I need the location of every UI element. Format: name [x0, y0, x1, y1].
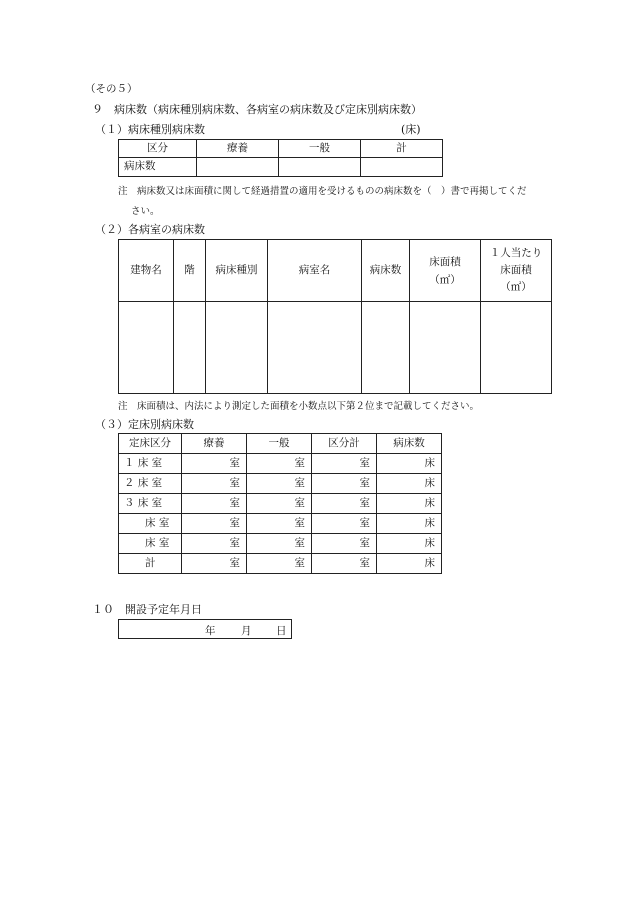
unit-room[interactable]: 室 [312, 514, 377, 534]
room-bed-table [118, 239, 552, 394]
header-per-person-line3: （㎡） [500, 281, 532, 293]
row-label: ３ 床 室 [119, 494, 182, 514]
unit-bed[interactable]: 床 [377, 514, 442, 534]
header-beds: 病床数 [377, 434, 442, 454]
header-floor: 階 [174, 240, 206, 302]
section-10-title: １０ 開設予定年月日 [92, 603, 202, 616]
table-row [119, 514, 442, 534]
unit-room[interactable]: 室 [312, 474, 377, 494]
bed-type-table [118, 139, 443, 177]
unit-room[interactable]: 室 [312, 534, 377, 554]
day-label: 日 [276, 625, 287, 637]
unit-bed[interactable]: 床 [377, 554, 442, 574]
cell-ryoyo-beds[interactable] [197, 158, 279, 177]
header-per-person-area [481, 240, 552, 302]
unit-room[interactable]: 室 [182, 474, 247, 494]
header-area [410, 240, 481, 302]
header-area-label: 床面積 [429, 255, 461, 268]
note-1-line1: 注 病床数又は床面積に関して経過措置の適用を受けるものの病床数を（ ）書で再掲してくだ [118, 186, 527, 197]
table-row [119, 474, 442, 494]
table-row [119, 554, 442, 574]
section-9-title: ９ 病床数（病床種別病床数、各病室の病床数及び定床別病床数） [92, 103, 422, 116]
header-teisho: 定床区分 [119, 434, 182, 454]
unit-room[interactable]: 室 [247, 454, 312, 474]
header-room-name: 病室名 [268, 240, 362, 302]
cell-area[interactable] [410, 302, 481, 394]
header-kubun: 区分 [119, 140, 197, 158]
unit-room[interactable]: 室 [182, 454, 247, 474]
header-kei: 計 [361, 140, 443, 158]
table-row [119, 534, 442, 554]
header-ippan: 一般 [247, 434, 312, 454]
unit-room[interactable]: 室 [182, 534, 247, 554]
unit-bed[interactable]: 床 [377, 534, 442, 554]
note-1-line2: さい。 [131, 206, 160, 217]
opening-date-field[interactable] [118, 619, 292, 639]
header-ryoyo: 療養 [197, 140, 279, 158]
month-label: 月 [241, 625, 252, 637]
cell-room-name[interactable] [268, 302, 362, 394]
row-label: １ 床 室 [119, 454, 182, 474]
cell-bed-type[interactable] [206, 302, 268, 394]
unit-room[interactable]: 室 [312, 494, 377, 514]
unit-room[interactable]: 室 [247, 494, 312, 514]
unit-room[interactable]: 室 [182, 554, 247, 574]
header-ryoyo: 療養 [182, 434, 247, 454]
header-per-person-line2: 床面積 [500, 264, 532, 276]
header-bed-type: 病床種別 [206, 240, 268, 302]
table-row [119, 454, 442, 474]
cell-floor[interactable] [174, 302, 206, 394]
cell-building[interactable] [119, 302, 174, 394]
cell-kei-beds[interactable] [361, 158, 443, 177]
unit-room[interactable]: 室 [247, 474, 312, 494]
unit-room[interactable]: 室 [312, 454, 377, 474]
unit-bed[interactable]: 床 [377, 454, 442, 474]
header-beds: 病床数 [362, 240, 410, 302]
unit-room[interactable]: 室 [247, 534, 312, 554]
unit-room[interactable]: 室 [247, 554, 312, 574]
row-label[interactable]: 床 室 [119, 514, 182, 534]
cell-per-person-area[interactable] [481, 302, 552, 394]
header-area-unit: （㎡） [429, 273, 461, 286]
subsection-3-title: （３）定床別病床数 [95, 418, 194, 431]
row-label-beds: 病床数 [119, 158, 197, 177]
note-2: 注 床面積は、内法により測定した面積を小数点以下第２位まで記載してください。 [118, 401, 480, 412]
table-row [119, 494, 442, 514]
unit-room[interactable]: 室 [312, 554, 377, 574]
header-building: 建物名 [119, 240, 174, 302]
header-kubunkei: 区分計 [312, 434, 377, 454]
unit-bed[interactable]: 床 [377, 474, 442, 494]
unit-label: (床) [401, 123, 421, 136]
row-label[interactable]: 床 室 [119, 534, 182, 554]
year-label: 年 [205, 625, 216, 637]
subsection-1-title: （１）病床種別病床数 [95, 123, 205, 136]
cell-ippan-beds[interactable] [279, 158, 361, 177]
unit-room[interactable]: 室 [182, 494, 247, 514]
room-type-table [118, 433, 442, 574]
row-label: ２ 床 室 [119, 474, 182, 494]
unit-room[interactable]: 室 [247, 514, 312, 534]
unit-room[interactable]: 室 [182, 514, 247, 534]
unit-bed[interactable]: 床 [377, 494, 442, 514]
page-label: （その５） [85, 83, 138, 95]
cell-beds[interactable] [362, 302, 410, 394]
row-label-total: 計 [119, 554, 182, 574]
subsection-2-title: （２）各病室の病床数 [95, 223, 205, 236]
header-per-person-line1: １人当たり [489, 247, 543, 259]
header-ippan: 一般 [279, 140, 361, 158]
